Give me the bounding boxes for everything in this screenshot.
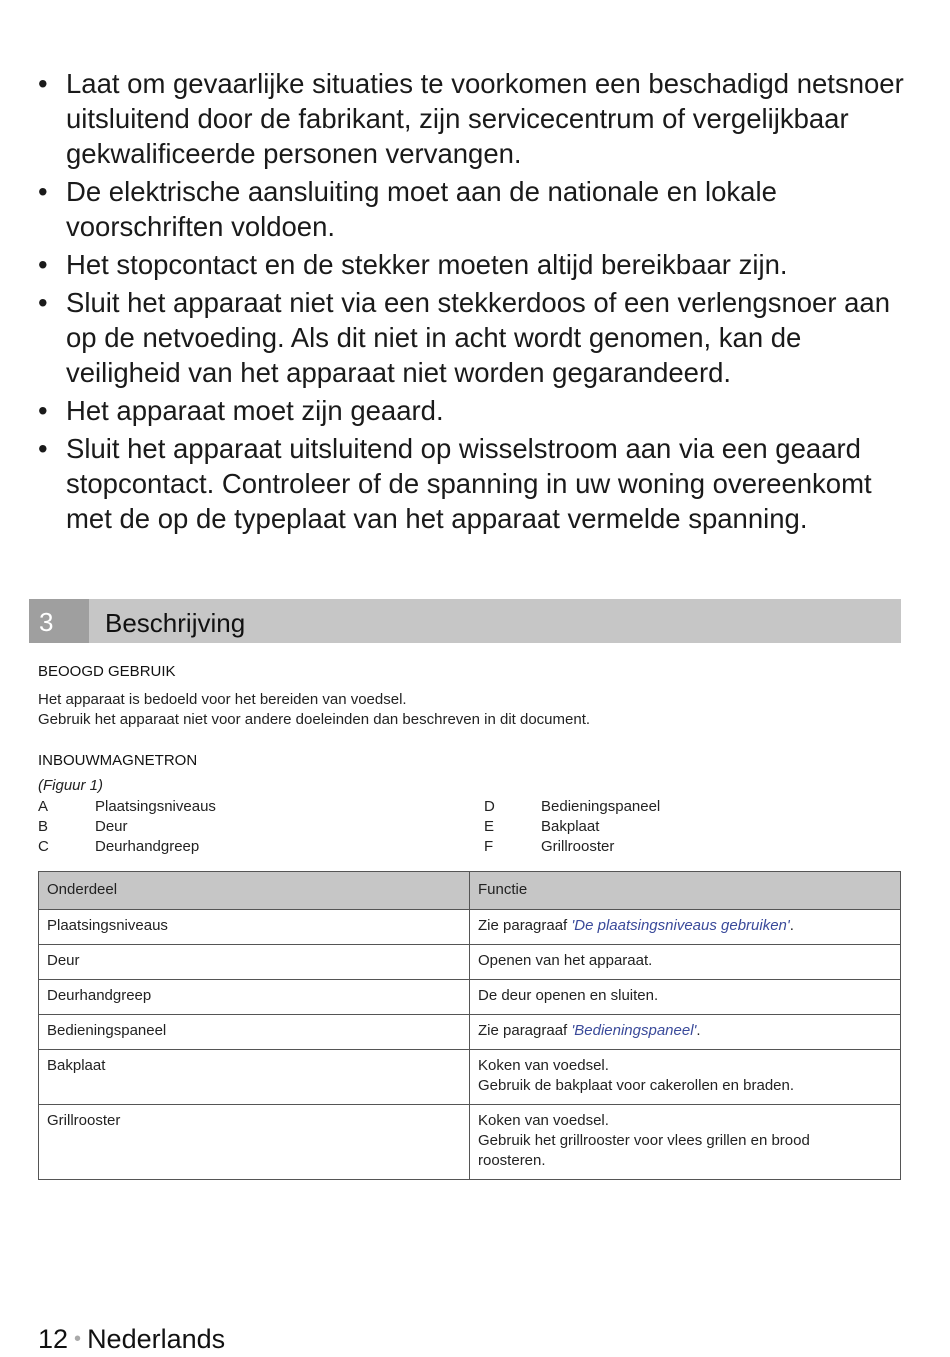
- section-header-bar: [29, 599, 901, 643]
- table-cell-part: Grillrooster: [39, 1105, 470, 1180]
- intended-use-line-1: Het apparaat is bedoeld voor het bereiden van voedsel.: [38, 691, 407, 708]
- bullet-item: [38, 174, 918, 244]
- legend-label: Plaatsingsniveaus: [95, 798, 216, 815]
- bullet-dot: •: [38, 433, 48, 464]
- bullet-dot: •: [38, 176, 48, 207]
- section-title: Beschrijving: [105, 608, 246, 638]
- page-footer: [38, 1324, 225, 1355]
- legend-key: B: [38, 818, 49, 835]
- legend-row: [38, 837, 216, 857]
- intended-use-heading: BEOOGD GEBRUIK: [38, 663, 176, 680]
- bullet-text: Laat om gevaarlijke situaties te voorkomen een beschadigd netsnoer uitsluitend door de fabrikant, zijn servicecentrum of vergelijkbaar gekwalificeerde personen vervangen.: [66, 68, 904, 169]
- bullet-item: [38, 247, 918, 282]
- table-cell-part: Deurhandgreep: [39, 980, 470, 1015]
- built-in-heading: INBOUWMAGNETRON: [38, 752, 198, 769]
- table-row: [39, 945, 901, 980]
- legend-key: E: [484, 818, 495, 835]
- function-suffix: .: [789, 917, 794, 934]
- legend-label: Bakplaat: [541, 818, 600, 835]
- table-cell-part: Bedieningspaneel: [39, 1015, 470, 1050]
- legend-key: F: [484, 838, 494, 855]
- table-cell-function: [470, 910, 901, 945]
- legend-label: Deur: [95, 818, 128, 835]
- bullet-text: Sluit het apparaat niet via een stekkerdoos of een verlengsnoer aan op de netvoeding. Als dit niet in acht wordt genomen, kan de veiligheid van het apparaat niet worden gegarandeerd.: [66, 287, 891, 388]
- bullet-item: [38, 285, 918, 390]
- bullet-dot: •: [38, 287, 48, 318]
- legend-row: [484, 817, 660, 837]
- table-cell-function: [470, 945, 901, 980]
- function-text-line-2: Gebruik de bakplaat voor cakerollen en braden.: [478, 1077, 795, 1094]
- legend-key: A: [38, 798, 49, 815]
- function-text: De deur openen en sluiten.: [478, 987, 659, 1004]
- function-suffix: .: [696, 1022, 701, 1039]
- function-text-line-3: roosteren.: [478, 1152, 546, 1169]
- table-row: [39, 1105, 901, 1180]
- function-text: Koken van voedsel.: [478, 1057, 609, 1074]
- bullet-item: [38, 431, 918, 536]
- bullet-item: [38, 393, 918, 428]
- table-row: [39, 1050, 901, 1105]
- bullet-text: Sluit het apparaat uitsluitend op wisselstroom aan via een geaard stopcontact. Controleer of de spanning in uw woning overeenkomt met de op de typeplaat van het apparaat vermelde spanning.: [66, 433, 872, 534]
- bullet-text: De elektrische aansluiting moet aan de nationale en lokale voorschriften voldoen.: [66, 176, 777, 242]
- section-number: 3: [29, 599, 89, 643]
- intended-use-line-2: Gebruik het apparaat niet voor andere doeleinden dan beschreven in dit document.: [38, 711, 591, 728]
- legend-key: D: [484, 798, 495, 815]
- parts-table: [38, 871, 901, 1180]
- table-row: [39, 980, 901, 1015]
- legend-label: Grillrooster: [541, 838, 615, 855]
- safety-bullet-list: [38, 66, 918, 539]
- legend-left: [38, 797, 216, 857]
- table-cell-part: Plaatsingsniveaus: [39, 910, 470, 945]
- function-text-line-2: Gebruik het grillrooster voor vlees grillen en brood: [478, 1132, 810, 1149]
- function-text: Zie paragraaf: [478, 1022, 572, 1039]
- bullet-dot: •: [38, 249, 48, 280]
- table-header-row: [39, 872, 901, 910]
- legend-row: [38, 797, 216, 817]
- legend-row: [484, 837, 660, 857]
- legend-label: Deurhandgreep: [95, 838, 200, 855]
- bullet-item: [38, 66, 918, 171]
- bullet-dot: •: [38, 68, 48, 99]
- section-reference-link[interactable]: 'Bedieningspaneel': [571, 1022, 697, 1039]
- section-reference-link[interactable]: 'De plaatsingsniveaus gebruiken': [571, 917, 790, 934]
- legend-right: [484, 797, 660, 857]
- table-header-function: Functie: [470, 872, 901, 910]
- figure-caption: (Figuur 1): [38, 777, 104, 794]
- legend-row: [38, 817, 216, 837]
- function-text: Openen van het apparaat.: [478, 952, 653, 969]
- bullet-dot: •: [38, 395, 48, 426]
- legend-label: Bedieningspaneel: [541, 798, 661, 815]
- bullet-text: Het apparaat moet zijn geaard.: [66, 395, 444, 426]
- function-text: Koken van voedsel.: [478, 1112, 609, 1129]
- table-cell-part: Deur: [39, 945, 470, 980]
- legend-key: C: [38, 838, 49, 855]
- table-cell-function: [470, 1050, 901, 1105]
- table-row: [39, 1015, 901, 1050]
- footer-language: Nederlands: [87, 1324, 226, 1354]
- page-number: 12: [38, 1324, 69, 1354]
- table-cell-function: [470, 980, 901, 1015]
- function-text: Zie paragraaf: [478, 917, 572, 934]
- table-row: [39, 910, 901, 945]
- table-cell-function: [470, 1105, 901, 1180]
- table-cell-part: Bakplaat: [39, 1050, 470, 1105]
- footer-separator: •: [74, 1328, 82, 1350]
- table-header-part: Onderdeel: [39, 872, 470, 910]
- bullet-text: Het stopcontact en de stekker moeten altijd bereikbaar zijn.: [66, 249, 788, 280]
- legend-row: [484, 797, 660, 817]
- table-cell-function: [470, 1015, 901, 1050]
